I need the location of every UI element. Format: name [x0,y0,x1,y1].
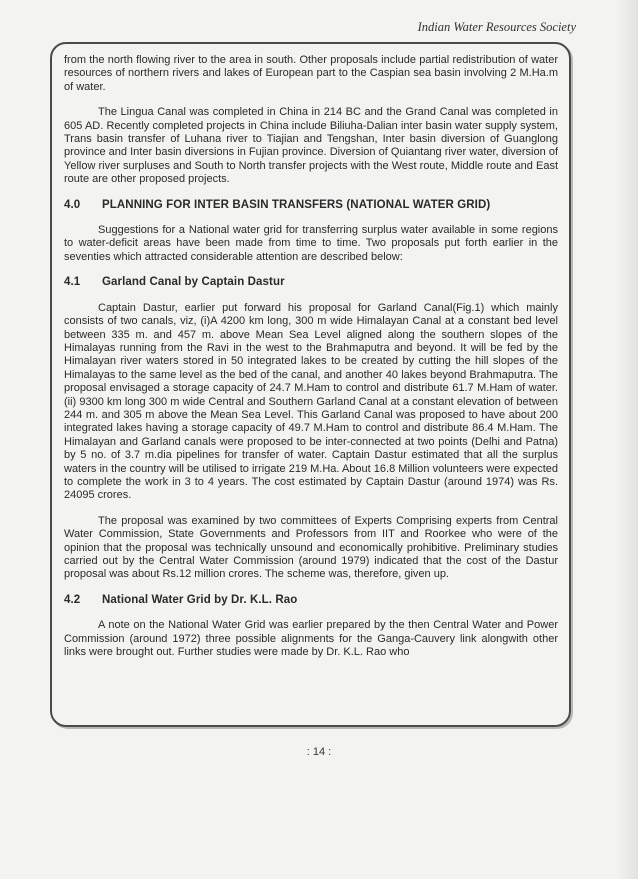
heading-section-4-2 [64,594,558,607]
heading-section-4-1 [64,276,558,289]
paragraph-continuation: from the north flowing river to the area in south. Other proposals include partial redistribution of water resources of northern rivers and lakes of European part to the Caspian sea basin involving 2 M.Ha.m of water. [64,54,558,93]
heading-number: 4.0 [64,198,81,211]
heading-number: 4.1 [64,276,81,289]
paragraph-national-grid-intro: Suggestions for a National water grid for transferring surplus water available in some regions to water-deficit areas have been made from time to time. Two proposals put forth earlier in the seventies which attracted considerable attention are described below: [64,224,558,263]
heading-title: Garland Canal by Captain Dastur [102,276,285,289]
heading-title: PLANNING FOR INTER BASIN TRANSFERS (NATIONAL WATER GRID) [102,198,491,211]
paragraph-rao-grid: A note on the National Water Grid was earlier prepared by the then Central Water and Power Commission (around 1972) three possible alignments for the Ganga-Cauvery link alongwith other links were brought out. Further studies were made by Dr. K.L. Rao who [64,619,558,659]
running-header: Indian Water Resources Society [417,20,576,34]
paragraph-garland-canal: Captain Dastur, earlier put forward his proposal for Garland Canal(Fig.1) which mainly consists of two canals, viz, (i)A 4200 km long, 300 m wide Himalayan Canal at a constant bed level between 335 m. and 457 m. above Mean Sea Level aligned along the southern slopes of the Himalayas running from the Ravi in the west to the Brahmaputra and beyond. It will be fed by the Himalayan river waters stored in 50 integrated lakes to be created by cutting the hill slopes of the Himalayas to the same level as the bed of the canal, and another 40 lakes beyond Brahmaputra. The proposal envisaged a storage capacity of 24.7 M.Ham to control and distribute 61.7 M.Ham of water. (ii) 9300 km long 300 m wide Central and Southern Garland Canal at a constant elevation of between 244 m. and 305 m above the Mean Sea Level. This Garland Canal was proposed to have about 200 integrated lakes having a storage capacity of 49.7 M.Ham to control and distribute 86.4 M.Ham. The Himalayan and Garland canals were proposed to be inter-connected at two points (Delhi and Patna) by 5 no. of 3.7 m.dia pipelines for transfer of water. Captain Dastur estimated that all the surplus waters in the country will be utilised to irrigate 219 M.Ha. About 16.8 Million volunteers were expected to complete the work in 3 to 4 years. The cost estimated by Captain Dastur (around 1974) was Rs. 24095 crores. [64,301,558,502]
page-content [64,54,558,671]
heading-number: 4.2 [64,593,81,606]
page-number: : 14 : [306,746,332,758]
paragraph-china-projects: The Lingua Canal was completed in China in 214 BC and the Grand Canal was completed in 605 AD. Recently completed projects in China include Biliuha-Dalian inter basin water supply system, Trans basin transfer of Luhana river to Tiajian and Tengshan, Inter basin diversion of Guanglong province and Inter basin diversions in Fujian province. Diversion of Quiantang river water, diversion of Yellow river surpluses and South to North transfer projects with the West route, Middle route and East route are other proposed projects. [64,106,558,186]
heading-title: National Water Grid by Dr. K.L. Rao [102,593,298,606]
heading-section-4-0 [64,199,558,212]
paragraph-expert-review: The proposal was examined by two committees of Experts Comprising experts from Central Water Commission, State Governments and Professors from IIT and Roorkee who were of the opinion that the proposal was technically unsound and economically prohibitive. Preliminary studies carried out by the Central Water Commission (around 1979) indicated that the cost of the Dastur proposal was about Rs.12 million crores. The scheme was, therefore, given up. [64,514,558,581]
